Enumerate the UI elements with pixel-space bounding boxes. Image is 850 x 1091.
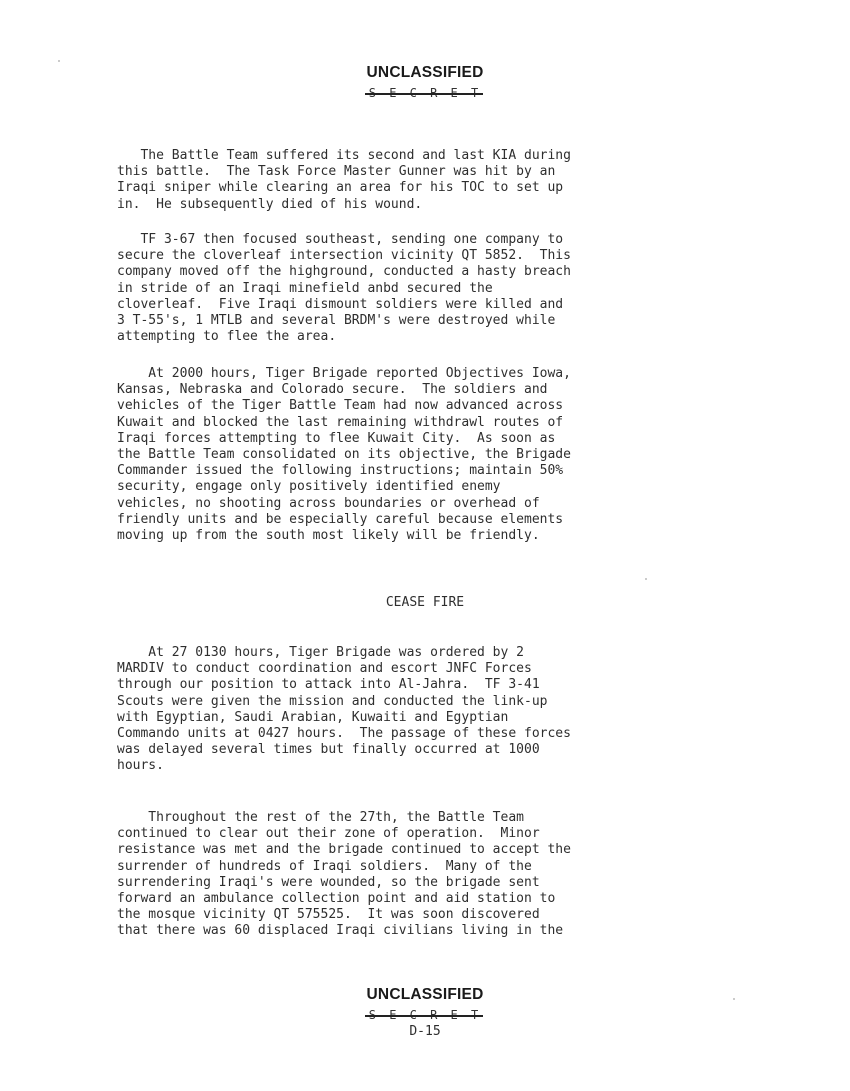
paragraph-kia: The Battle Team suffered its second and last KIA during this battle. The Task Force Master Gunner was hit by an Iraqi sniper while clearing an area for his TOC to set up in. He subsequently died of his wound. [117, 148, 571, 212]
scan-speck [58, 60, 60, 62]
paragraph-jnfc-escort: At 27 0130 hours, Tiger Brigade was ordered by 2 MARDIV to conduct coordination and escort JNFC Forces through our position to attack into Al-Jahra. TF 3-41 Scouts were given the mission and conducted the link-up with Egyptian, Saudi Arabian, Kuwaiti and Egyptian Commando units at 0427 hours. The passage of these forces was delayed several times but finally occurred at 1000 hours. [117, 645, 571, 774]
section-heading-cease-fire: CEASE FIRE [385, 595, 465, 610]
paragraph-27th-operations: Throughout the rest of the 27th, the Battle Team continued to clear out their zone of operation. Minor resistance was met and the brigade continued to accept the surrender of hundreds of Iraqi soldiers. Many of the surrendering Iraqi's were wounded, so the brigade sent forward an ambulance collection point and aid station to the mosque vicinity QT 575525. It was soon discovered that there was 60 displaced Iraqi civilians living in the [117, 810, 571, 939]
struck-secret-marking: S E C R E T [368, 86, 482, 100]
scan-speck [733, 998, 735, 1000]
unclassified-label: UNCLASSIFIED [366, 64, 484, 81]
paragraph-objectives-secure: At 2000 hours, Tiger Brigade reported Objectives Iowa, Kansas, Nebraska and Colorado secure. The soldiers and vehicles of the Tiger Battle Team had now advanced across Kuwait and blocked the last remaining withdrawl routes of Iraqi forces attempting to flee Kuwait City. As soon as the Battle Team consolidated on its objective, the Brigade Commander issued the following instructions; maintain 50% security, engage only positively identified enemy vehicles, no shooting across boundaries or overhead of friendly units and be especially careful because elements moving up from the south most likely will be friendly. [117, 366, 571, 544]
unclassified-label: UNCLASSIFIED [366, 986, 484, 1003]
scan-speck [645, 578, 647, 580]
paragraph-tf-3-67: TF 3-67 then focused southeast, sending one company to secure the cloverleaf intersection vicinity QT 5852. This company moved off the highground, conducted a hasty breach in stride of an Iraqi minefield anbd secured the cloverleaf. Five Iraqi dismount soldiers were killed and 3 T-55's, 1 MTLB and several BRDM's were destroyed while attempting to flee the area. [117, 232, 571, 345]
struck-secret-marking: S E C R E T [368, 1008, 482, 1022]
header-classification [0, 64, 850, 101]
page-number: D-15 [409, 1024, 441, 1039]
footer-classification [0, 986, 850, 1023]
